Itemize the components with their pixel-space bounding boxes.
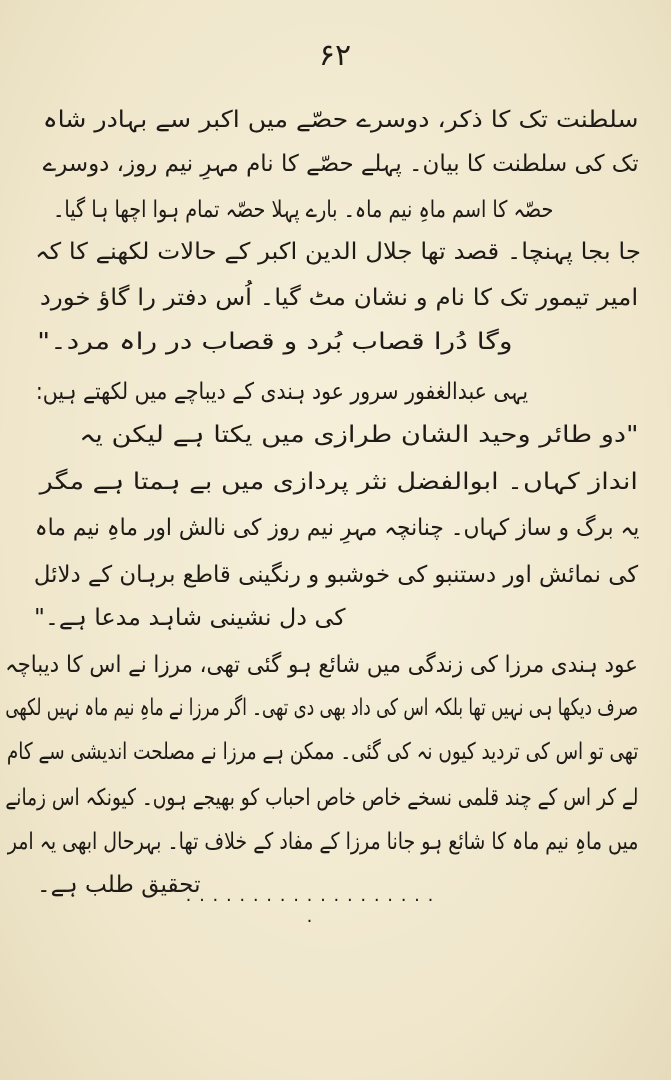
quote-line: کی نمائش اور دستنبو کی خوشبو و رنگینی قاطع برہان کے دلائل [33, 562, 638, 588]
text-line: حصّہ کا اسم ماہِ نیم ماہ۔ بارے پہلا حصّہ تمام ہوا اچھا ہا گیا۔ [52, 197, 553, 223]
text-line: جا بجا پہنچا۔ قصد تھا جلال الدین اکبر کے حالات لکھنے کا کہ [35, 239, 641, 265]
text-line: عود ہندی مرزا کی زندگی میں شائع ہو گئی تھی، مرزا نے اس کا دیباچہ [5, 652, 638, 678]
text-line: سلطنت تک کا ذکر، دوسرے حصّے میں اکبر سے بہادر شاہ [43, 107, 639, 133]
text-line: وگا دُرا قصاب بُرد و قصاب در راہ مرد۔" [37, 329, 513, 355]
quote-line: "دو طائر وحید الشان طرازی میں یکتا ہے لیکن یہ [79, 422, 639, 448]
quote-line: انداز کہاں۔ ابوالفضل نثر پردازی میں بے ہمتا ہے مگر [39, 469, 638, 495]
text-line: تھی تو اس کی تردید کیوں نہ کی گئی۔ ممکن ہے مرزا نے مصلحت اندیشی سے کام [6, 739, 638, 765]
section-separator: . . . . . . . . . . . . . . . . . . . . [185, 885, 435, 927]
text-line: لے کر اس کے چند قلمی نسخے خاص خاص احباب کو بھیجے ہوں۔ کیونکہ اس زمانے [4, 785, 638, 811]
text-line: میں ماہِ نیم ماہ کا شائع ہو جانا مرزا کے مفاد کے خلاف تھا۔ بہرحال ابھی یہ امر [7, 829, 638, 855]
body-text [0, 100, 671, 920]
quote-line: یہ برگ و ساز کہاں۔ چنانچہ مہرِ نیم روز کی نالش اور ماہِ نیم ماہ [34, 515, 639, 541]
page-number: ۶۲ [318, 38, 352, 73]
text-line: امیر تیمور تک کا نام و نشان مٹ گیا۔ اُس دفتر را گاؤ خورد [39, 285, 638, 311]
text-line: صرف دیکھا ہی نہیں تھا بلکہ اس کی داد بھی دی تھی۔ اگر مرزا نے ماہِ نیم ماہ نہیں لکھی [5, 695, 638, 721]
text-line: یہی عبدالغفور سرور عود ہندی کے دیباچے میں لکھتے ہیں: [35, 379, 528, 405]
quote-line: کی دل نشینی شاہد مدعا ہے۔" [34, 605, 346, 631]
text-line: تحقیق طلب ہے۔ [37, 872, 201, 898]
text-line: تک کی سلطنت کا بیان۔ پہلے حصّے کا نام مہرِ نیم روز، دوسرے [43, 151, 639, 177]
